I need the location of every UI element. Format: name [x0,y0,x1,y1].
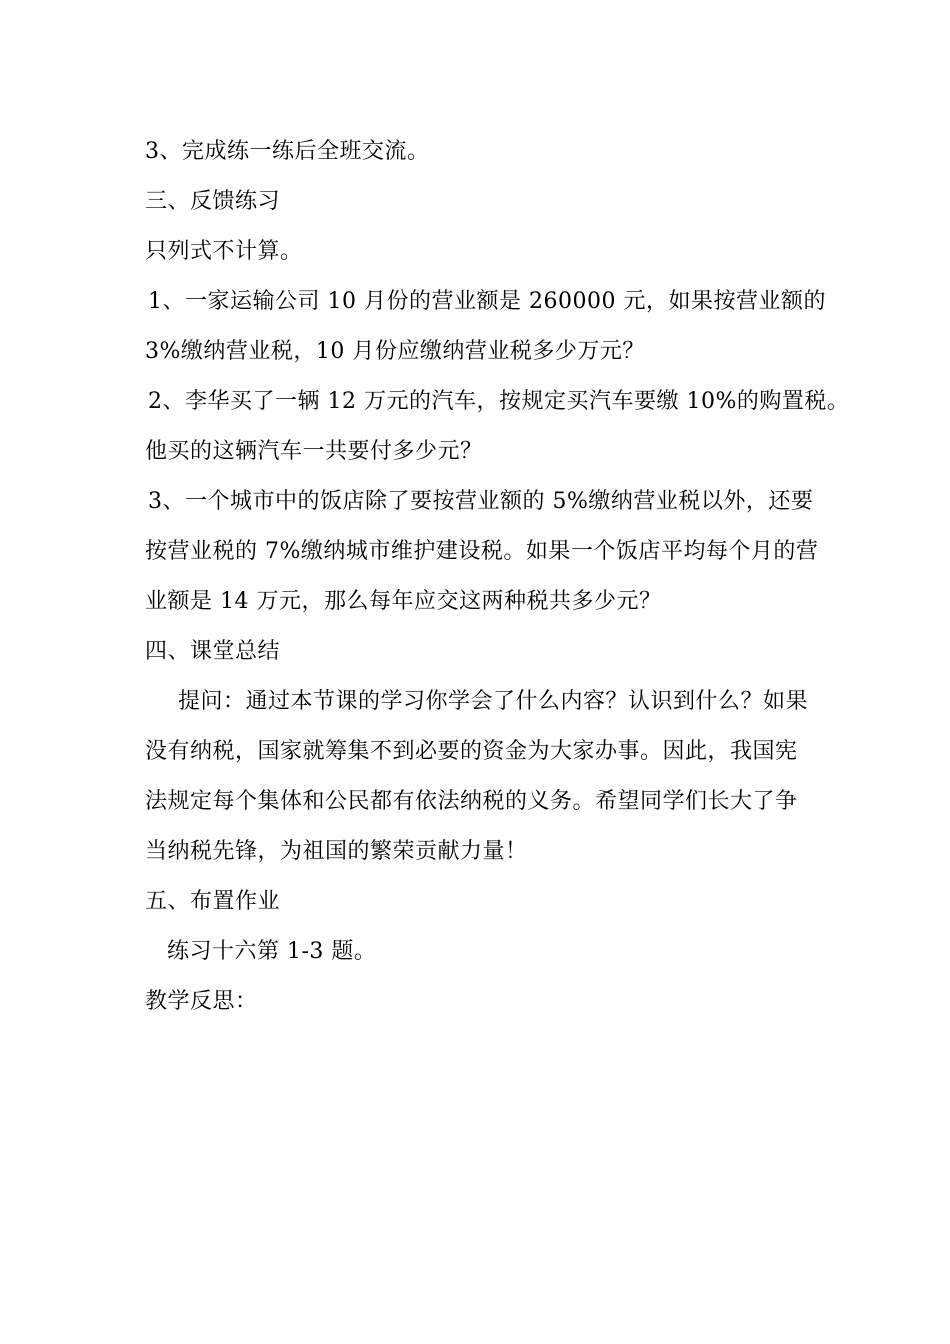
exercise-item: 3、一个城市中的饭店除了要按营业额的 5%缴纳营业税以外，还要 [148,489,814,514]
text-line: 没有纳税，国家就筹集不到必要的资金为大家办事。因此，我国宪 [145,739,798,764]
text-line: 练习十六第 1-3 题。 [167,939,377,964]
exercise-item: 1、一家运输公司 10 月份的营业额是 260000 元，如果按营业额的 [148,289,826,314]
section-heading: 四、课堂总结 [145,639,281,664]
section-heading: 三、反馈练习 [145,189,281,214]
text-line: 按营业税的 7%缴纳城市维护建设税。如果一个饭店平均每个月的营 [145,539,819,564]
exercise-item: 2、李华买了一辆 12 万元的汽车，按规定买汽车要缴 10%的购置税。 [148,389,850,414]
text-line: 当纳税先锋，为祖国的繁荣贡献力量！ [145,839,528,864]
text-line: 只列式不计算。 [145,239,303,264]
text-line: 他买的这辆汽车一共要付多少元？ [145,439,483,464]
text-line: 教学反思： [145,989,258,1014]
section-heading: 五、布置作业 [145,889,281,914]
text-line: 业额是 14 万元，那么每年应交这两种税共多少元？ [145,589,662,614]
text-line: 提问：通过本节课的学习你学会了什么内容？认识到什么？如果 [178,689,809,714]
text-line: 3%缴纳营业税，10 月份应缴纳营业税多少万元？ [145,339,645,364]
text-line: 法规定每个集体和公民都有依法纳税的义务。希望同学们长大了争 [145,789,798,814]
text-line: 3、完成练一练后全班交流。 [145,139,430,164]
